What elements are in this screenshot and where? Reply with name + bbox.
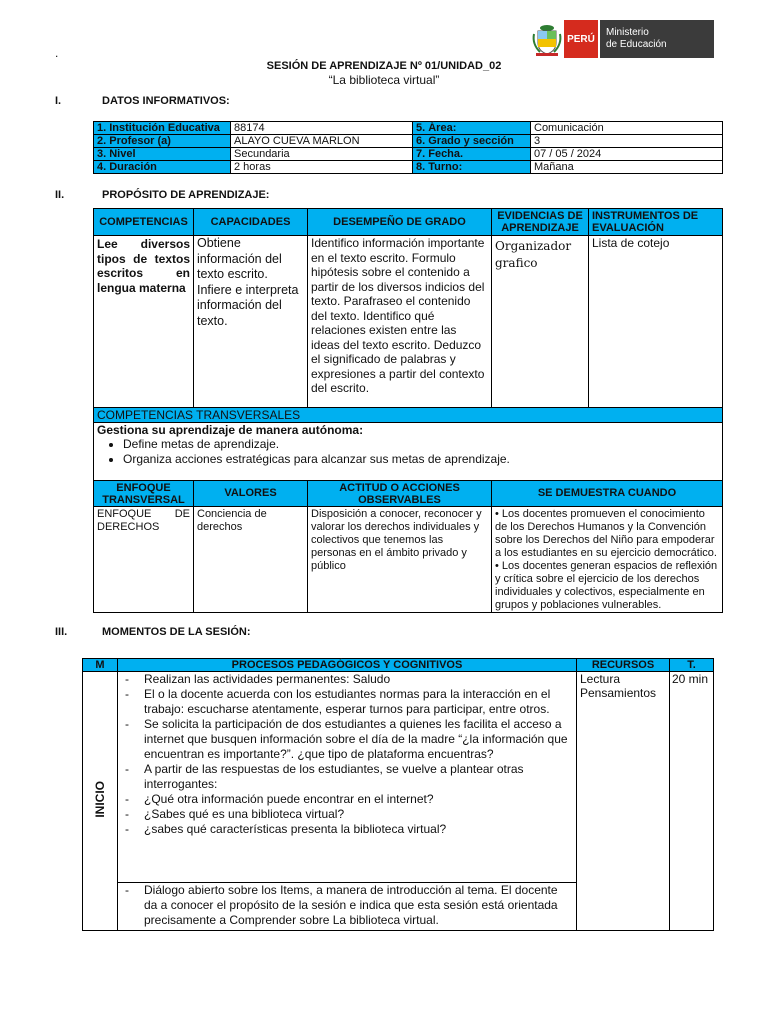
- info-label: 6. Grado y sección: [413, 135, 531, 148]
- info-value: ALAYO CUEVA MARLON: [231, 135, 413, 148]
- demuestra-item: • Los docentes generan espacios de reflexión y crítica sobre el ejercicio de los derechos individuales y colectivos, especialmente en grupos y poblaciones vulnerables.: [495, 560, 718, 611]
- table-row: [94, 236, 723, 408]
- list-item: - ¿Sabes qué es una biblioteca virtual?: [121, 807, 573, 822]
- phase-cell: [83, 672, 118, 931]
- info-value: 2 horas: [231, 161, 413, 174]
- enfoque-cell: ENFOQUE DE DERECHOS: [94, 507, 194, 613]
- column-header: INSTRUMENTOS DE EVALUACIÓN: [589, 209, 723, 236]
- list-item: - Se solicita la participación de dos estudiantes a quienes les facilita el acceso a internet que busquen información sobre el día de la madre “¿la información que encuentran es importante?”. ¿que tipo de plataforma encuentras?: [121, 717, 573, 762]
- process-cell: [118, 883, 577, 931]
- info-value: Comunicación: [531, 122, 723, 135]
- info-value: Secundaria: [231, 148, 413, 161]
- moments-table: [82, 658, 714, 931]
- list-item: - A partir de las respuestas de los estudiantes, se vuelve a plantear otras interrogantes:: [121, 762, 573, 792]
- column-header: M: [83, 659, 118, 672]
- column-header: DESEMPEÑO DE GRADO: [308, 209, 492, 236]
- recurso-item: Pensamientos: [580, 686, 657, 700]
- session-subtitle: “La biblioteca virtual”: [328, 73, 440, 87]
- table-header-row: [94, 481, 723, 507]
- phase-label: INICIO: [92, 780, 107, 818]
- column-header: SE DEMUESTRA CUANDO: [492, 481, 723, 507]
- table-row: [94, 148, 723, 161]
- column-header: VALORES: [194, 481, 308, 507]
- table-row: [94, 161, 723, 174]
- list-item: - Diálogo abierto sobre los Items, a manera de introducción al tema. El docente da a conocer el propósito de la sesión e indica que esta sesión está orientada precisamente a Comprender sobre La biblioteca virtual.: [121, 883, 573, 928]
- list-item: • Define metas de aprendizaje.: [123, 437, 719, 452]
- info-label: 5. Área:: [413, 122, 531, 135]
- table-header-row: [83, 659, 714, 672]
- column-header: T.: [670, 659, 714, 672]
- coat-of-arms-icon: [530, 20, 564, 58]
- column-header: PROCESOS PEDAGÓGICOS Y COGNITIVOS: [118, 659, 577, 672]
- peru-badge: PERÚ: [564, 20, 598, 58]
- process-list: [121, 672, 573, 837]
- list-item: - El o la docente acuerda con los estudiantes normas para la interacción en el trabajo: escucharse atentamente, esperar turnos para participar, entre otros.: [121, 687, 573, 717]
- recurso-item: Lectura: [580, 672, 621, 686]
- info-label: 4. Duración: [94, 161, 231, 174]
- column-header: EVIDENCIAS DE APRENDIZAJE: [492, 209, 589, 236]
- table-row: [94, 408, 723, 423]
- table-row: [94, 135, 723, 148]
- capacidades-cell: Obtiene información del texto escrito. Infiere e interpreta información del texto.: [194, 236, 308, 408]
- column-header: ENFOQUE TRANSVERSAL: [94, 481, 194, 507]
- tiempo-cell: 20 min: [670, 672, 714, 931]
- valores-cell: Conciencia de derechos: [194, 507, 308, 613]
- info-value: 07 / 05 / 2024: [531, 148, 723, 161]
- transversales-label: COMPETENCIAS TRANSVERSALES: [94, 408, 723, 423]
- purpose-table: [93, 208, 723, 613]
- list-item: • Organiza acciones estratégicas para alcanzar sus metas de aprendizaje.: [123, 452, 719, 467]
- info-value: 88174: [231, 122, 413, 135]
- demuestra-item: • Los docentes promueven el conocimiento de los Derechos Humanos y la Convención sobre los Derechos del Niño para empoderar a los estudiantes en su ejercicio democrático.: [495, 508, 717, 559]
- instrumentos-cell: Lista de cotejo: [589, 236, 723, 408]
- demuestra-cell: [492, 507, 723, 613]
- evidencias-cell: Organizador grafico: [492, 236, 589, 408]
- desempeno-cell: Identifico información importante en el texto escrito. Formulo hipótesis sobre el contenido a partir de los diversos indicios del texto. Parafraseo el contenido del texto. Identifico qué relaciones existen entre las ideas del texto escrito. Deduzco el significado de palabras y expresiones a partir del contexto del escrito.: [308, 236, 492, 408]
- transversal-list: [97, 437, 719, 467]
- info-value: Mañana: [531, 161, 723, 174]
- table-row: [83, 672, 714, 883]
- info-label: 8. Turno:: [413, 161, 531, 174]
- column-header: ACTITUD O ACCIONES OBSERVABLES: [308, 481, 492, 507]
- column-header: CAPACIDADES: [194, 209, 308, 236]
- info-label: 2. Profesor (a): [94, 135, 231, 148]
- recursos-cell: [577, 672, 670, 931]
- ministry-logo: [530, 20, 714, 58]
- column-header: RECURSOS: [577, 659, 670, 672]
- table-header-row: [94, 209, 723, 236]
- competencia-cell: Lee diversos tipos de textos escritos en lengua materna: [94, 236, 194, 408]
- table-row: [94, 423, 723, 481]
- table-row: [94, 122, 723, 135]
- list-item: - Realizan las actividades permanentes: Saludo: [121, 672, 573, 687]
- info-label: 1. Institución Educativa: [94, 122, 231, 135]
- actitud-cell: Disposición a conocer, reconocer y valorar los derechos individuales y colectivos que tenemos las personas en el ámbito privado y público: [308, 507, 492, 613]
- ministry-name: Ministerio de Educación: [598, 20, 714, 58]
- list-item: - ¿Qué otra información puede encontrar en el internet?: [121, 792, 573, 807]
- process-cell: [118, 672, 577, 883]
- info-value: 3: [531, 135, 723, 148]
- process-list: [121, 883, 573, 928]
- table-row: [94, 507, 723, 613]
- session-title: SESIÓN DE APRENDIZAJE Nº 01/UNIDAD_02: [266, 60, 502, 72]
- info-label: 7. Fecha.: [413, 148, 531, 161]
- column-header: COMPETENCIAS: [94, 209, 194, 236]
- info-label: 3. Nivel: [94, 148, 231, 161]
- list-item: - ¿sabes qué características presenta la biblioteca virtual?: [121, 822, 573, 837]
- transversal-title: Gestiona su aprendizaje de manera autónoma:: [97, 423, 364, 437]
- transversal-cell: [94, 423, 723, 481]
- stray-dot: .: [55, 46, 59, 60]
- info-table: [93, 121, 723, 174]
